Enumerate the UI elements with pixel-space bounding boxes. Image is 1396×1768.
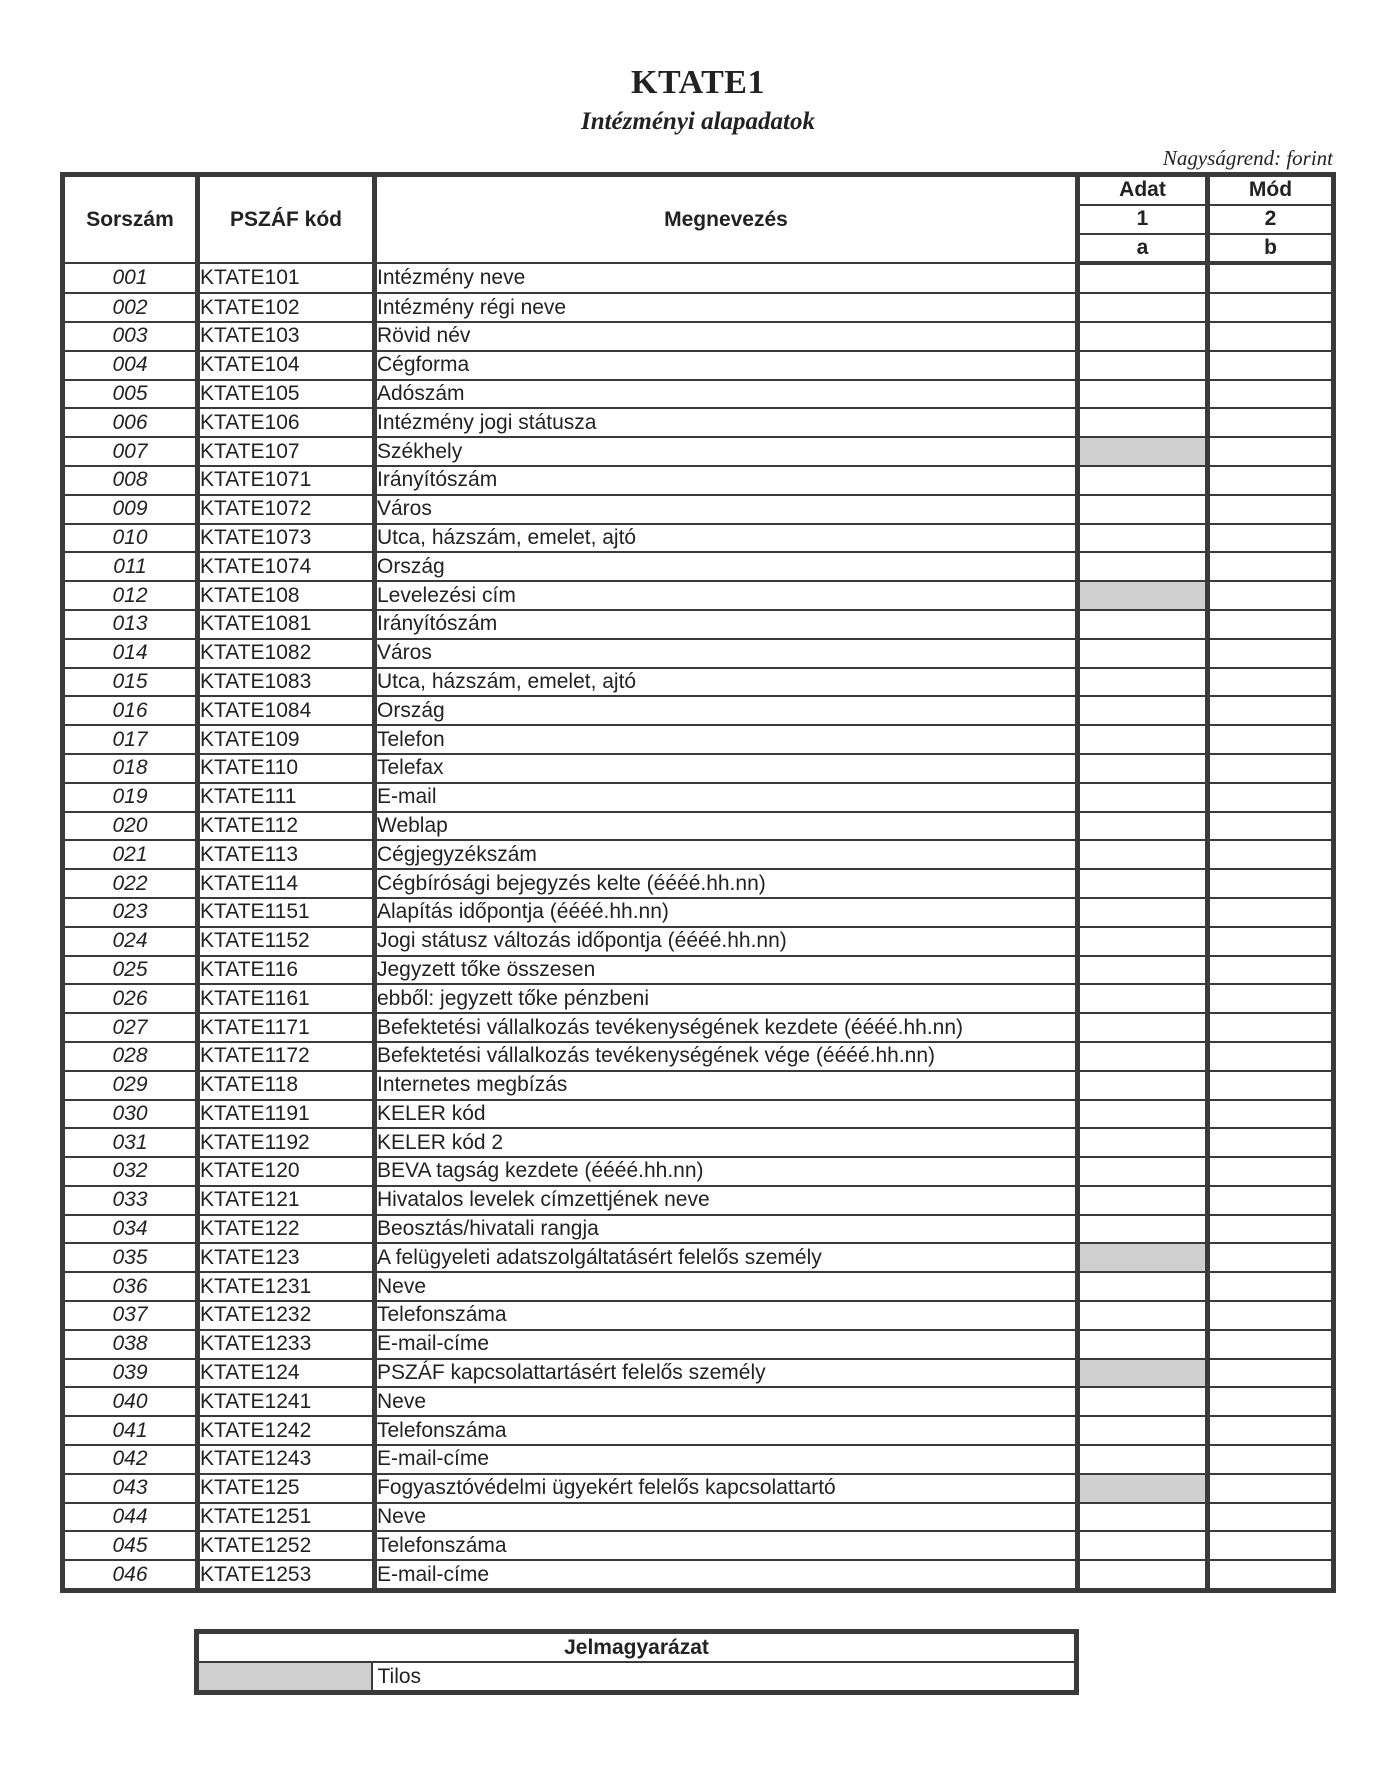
row-mode-cell[interactable] <box>1208 263 1334 293</box>
row-mode-cell[interactable] <box>1208 840 1334 869</box>
row-data-cell[interactable] <box>1078 380 1208 409</box>
row-pszaf-code: KTATE122 <box>198 1215 375 1244</box>
row-pszaf-code: KTATE1083 <box>198 668 375 697</box>
row-description: Cégforma <box>375 351 1078 380</box>
row-description: Székhely <box>375 437 1078 466</box>
row-number: 023 <box>63 898 198 927</box>
row-number: 041 <box>63 1416 198 1445</box>
row-data-cell[interactable] <box>1078 1042 1208 1071</box>
row-description: Levelezési cím <box>375 581 1078 610</box>
row-description: Neve <box>375 1387 1078 1416</box>
row-description: E-mail-címe <box>375 1330 1078 1359</box>
row-number: 019 <box>63 783 198 812</box>
header-mod-number: 2 <box>1208 205 1334 234</box>
row-description: ebből: jegyzett tőke pénzbeni <box>375 984 1078 1013</box>
row-pszaf-code: KTATE103 <box>198 322 375 351</box>
row-description: Város <box>375 495 1078 524</box>
row-data-cell[interactable] <box>1078 322 1208 351</box>
row-number: 034 <box>63 1215 198 1244</box>
row-mode-cell[interactable] <box>1208 466 1334 495</box>
header-mod-letter: b <box>1208 234 1334 264</box>
row-pszaf-code: KTATE1243 <box>198 1445 375 1474</box>
row-data-cell <box>1078 581 1208 610</box>
row-mode-cell[interactable] <box>1208 869 1334 898</box>
row-data-cell[interactable] <box>1078 725 1208 754</box>
row-description: Cégjegyzékszám <box>375 840 1078 869</box>
row-data-cell[interactable] <box>1078 1503 1208 1532</box>
row-number: 040 <box>63 1387 198 1416</box>
row-description: A felügyeleti adatszolgáltatásért felelős személy <box>375 1243 1078 1272</box>
table-row <box>63 1387 1334 1416</box>
row-data-cell[interactable] <box>1078 1272 1208 1301</box>
row-mode-cell[interactable] <box>1208 1100 1334 1129</box>
row-mode-cell[interactable] <box>1208 1359 1334 1388</box>
row-pszaf-code: KTATE1242 <box>198 1416 375 1445</box>
row-number: 013 <box>63 610 198 639</box>
table-row <box>63 1359 1334 1388</box>
row-mode-cell[interactable] <box>1208 1128 1334 1157</box>
table-row <box>63 1474 1334 1503</box>
row-pszaf-code: KTATE108 <box>198 581 375 610</box>
legend-table <box>194 1629 1079 1695</box>
table-row <box>63 696 1334 725</box>
row-description: Rövid név <box>375 322 1078 351</box>
row-description: Hivatalos levelek címzettjének neve <box>375 1186 1078 1215</box>
table-row <box>63 1128 1334 1157</box>
row-number: 046 <box>63 1560 198 1590</box>
row-pszaf-code: KTATE1191 <box>198 1100 375 1129</box>
row-data-cell[interactable] <box>1078 495 1208 524</box>
row-pszaf-code: KTATE105 <box>198 380 375 409</box>
row-number: 011 <box>63 552 198 581</box>
row-pszaf-code: KTATE1251 <box>198 1503 375 1532</box>
table-row <box>63 263 1334 293</box>
table-row <box>63 984 1334 1013</box>
row-pszaf-code: KTATE1071 <box>198 466 375 495</box>
row-mode-cell[interactable] <box>1208 1416 1334 1445</box>
row-data-cell[interactable] <box>1078 1157 1208 1186</box>
row-pszaf-code: KTATE1241 <box>198 1387 375 1416</box>
row-mode-cell[interactable] <box>1208 552 1334 581</box>
header-adat: Adat <box>1078 175 1208 205</box>
row-pszaf-code: KTATE125 <box>198 1474 375 1503</box>
table-row <box>63 1416 1334 1445</box>
row-number: 043 <box>63 1474 198 1503</box>
row-description: Irányítószám <box>375 466 1078 495</box>
row-description: BEVA tagság kezdete (éééé.hh.nn) <box>375 1157 1078 1186</box>
row-number: 008 <box>63 466 198 495</box>
table-row <box>63 1531 1334 1560</box>
row-mode-cell[interactable] <box>1208 1474 1334 1503</box>
row-data-cell[interactable] <box>1078 783 1208 812</box>
row-data-cell <box>1078 1359 1208 1388</box>
row-pszaf-code: KTATE124 <box>198 1359 375 1388</box>
table-row <box>63 1560 1334 1590</box>
row-pszaf-code: KTATE1151 <box>198 898 375 927</box>
row-description: Fogyasztóvédelmi ügyekért felelős kapcsolattartó <box>375 1474 1078 1503</box>
row-number: 033 <box>63 1186 198 1215</box>
row-pszaf-code: KTATE1082 <box>198 639 375 668</box>
row-pszaf-code: KTATE1232 <box>198 1301 375 1330</box>
row-pszaf-code: KTATE101 <box>198 263 375 293</box>
row-number: 035 <box>63 1243 198 1272</box>
row-pszaf-code: KTATE111 <box>198 783 375 812</box>
table-row <box>63 1243 1334 1272</box>
row-pszaf-code: KTATE106 <box>198 408 375 437</box>
table-row <box>63 408 1334 437</box>
table-row <box>63 1215 1334 1244</box>
row-number: 031 <box>63 1128 198 1157</box>
row-pszaf-code: KTATE1081 <box>198 610 375 639</box>
row-description: Neve <box>375 1503 1078 1532</box>
row-description: Adószám <box>375 380 1078 409</box>
row-data-cell[interactable] <box>1078 610 1208 639</box>
row-data-cell[interactable] <box>1078 1128 1208 1157</box>
table-row <box>63 1071 1334 1100</box>
row-mode-cell[interactable] <box>1208 984 1334 1013</box>
row-mode-cell[interactable] <box>1208 322 1334 351</box>
row-number: 036 <box>63 1272 198 1301</box>
row-number: 007 <box>63 437 198 466</box>
table-row <box>63 524 1334 553</box>
table-row <box>63 898 1334 927</box>
row-number: 005 <box>63 380 198 409</box>
row-number: 003 <box>63 322 198 351</box>
legend-swatch <box>197 1662 373 1693</box>
row-description: Jegyzett tőke összesen <box>375 956 1078 985</box>
row-number: 012 <box>63 581 198 610</box>
document-title: KTATE1 <box>631 64 765 101</box>
row-description: Internetes megbízás <box>375 1071 1078 1100</box>
row-number: 020 <box>63 812 198 841</box>
row-data-cell[interactable] <box>1078 1071 1208 1100</box>
table-row <box>63 812 1334 841</box>
row-mode-cell[interactable] <box>1208 1272 1334 1301</box>
row-description: Beosztás/hivatali rangja <box>375 1215 1078 1244</box>
row-data-cell[interactable] <box>1078 754 1208 783</box>
row-pszaf-code: KTATE1171 <box>198 1013 375 1042</box>
row-mode-cell[interactable] <box>1208 380 1334 409</box>
table-row <box>63 380 1334 409</box>
row-number: 014 <box>63 639 198 668</box>
table-row <box>63 351 1334 380</box>
row-pszaf-code: KTATE1231 <box>198 1272 375 1301</box>
row-mode-cell[interactable] <box>1208 1215 1334 1244</box>
row-mode-cell[interactable] <box>1208 783 1334 812</box>
row-description: E-mail-címe <box>375 1445 1078 1474</box>
table-row <box>63 293 1334 322</box>
row-number: 037 <box>63 1301 198 1330</box>
row-data-cell[interactable] <box>1078 524 1208 553</box>
row-mode-cell[interactable] <box>1208 696 1334 725</box>
row-pszaf-code: KTATE1252 <box>198 1531 375 1560</box>
table-row <box>63 437 1334 466</box>
table-row <box>63 1013 1334 1042</box>
row-mode-cell[interactable] <box>1208 1330 1334 1359</box>
row-description: Alapítás időpontja (éééé.hh.nn) <box>375 898 1078 927</box>
row-mode-cell[interactable] <box>1208 1243 1334 1272</box>
row-data-cell[interactable] <box>1078 466 1208 495</box>
row-pszaf-code: KTATE112 <box>198 812 375 841</box>
row-mode-cell[interactable] <box>1208 1013 1334 1042</box>
table-row <box>63 754 1334 783</box>
row-data-cell[interactable] <box>1078 984 1208 1013</box>
row-mode-cell[interactable] <box>1208 495 1334 524</box>
row-pszaf-code: KTATE109 <box>198 725 375 754</box>
table-row <box>63 783 1334 812</box>
row-description: Város <box>375 639 1078 668</box>
row-number: 029 <box>63 1071 198 1100</box>
data-table <box>60 172 1336 1593</box>
document-subtitle: Intézményi alapadatok <box>580 108 816 135</box>
row-pszaf-code: KTATE1233 <box>198 1330 375 1359</box>
row-mode-cell[interactable] <box>1208 1042 1334 1071</box>
header-adat-number: 1 <box>1078 205 1208 234</box>
row-pszaf-code: KTATE118 <box>198 1071 375 1100</box>
row-pszaf-code: KTATE1253 <box>198 1560 375 1590</box>
row-data-cell[interactable] <box>1078 408 1208 437</box>
row-pszaf-code: KTATE1172 <box>198 1042 375 1071</box>
row-description: Ország <box>375 696 1078 725</box>
table-body <box>63 263 1334 1590</box>
row-mode-cell[interactable] <box>1208 639 1334 668</box>
row-pszaf-code: KTATE1072 <box>198 495 375 524</box>
row-mode-cell[interactable] <box>1208 898 1334 927</box>
row-number: 042 <box>63 1445 198 1474</box>
row-number: 010 <box>63 524 198 553</box>
row-pszaf-code: KTATE1074 <box>198 552 375 581</box>
row-description: Befektetési vállalkozás tevékenységének vége (éééé.hh.nn) <box>375 1042 1078 1071</box>
row-description: KELER kód 2 <box>375 1128 1078 1157</box>
row-pszaf-code: KTATE110 <box>198 754 375 783</box>
table-row <box>63 1042 1334 1071</box>
row-data-cell[interactable] <box>1078 263 1208 293</box>
row-description: E-mail-címe <box>375 1560 1078 1590</box>
row-mode-cell[interactable] <box>1208 408 1334 437</box>
row-data-cell[interactable] <box>1078 1186 1208 1215</box>
row-data-cell[interactable] <box>1078 1387 1208 1416</box>
row-mode-cell[interactable] <box>1208 524 1334 553</box>
header-pszaf-kod: PSZÁF kód <box>198 175 375 264</box>
row-number: 009 <box>63 495 198 524</box>
row-pszaf-code: KTATE116 <box>198 956 375 985</box>
row-number: 018 <box>63 754 198 783</box>
row-description: Intézmény régi neve <box>375 293 1078 322</box>
row-pszaf-code: KTATE1084 <box>198 696 375 725</box>
row-data-cell[interactable] <box>1078 1013 1208 1042</box>
row-data-cell <box>1078 1243 1208 1272</box>
row-data-cell <box>1078 437 1208 466</box>
row-mode-cell[interactable] <box>1208 1445 1334 1474</box>
row-mode-cell[interactable] <box>1208 1071 1334 1100</box>
header-mod: Mód <box>1208 175 1334 205</box>
table-row <box>63 466 1334 495</box>
row-description: Cégbírósági bejegyzés kelte (éééé.hh.nn) <box>375 869 1078 898</box>
row-pszaf-code: KTATE123 <box>198 1243 375 1272</box>
row-number: 038 <box>63 1330 198 1359</box>
row-mode-cell[interactable] <box>1208 581 1334 610</box>
row-pszaf-code: KTATE102 <box>198 293 375 322</box>
legend-title: Jelmagyarázat <box>197 1632 1077 1663</box>
row-description: Irányítószám <box>375 610 1078 639</box>
row-data-cell[interactable] <box>1078 1330 1208 1359</box>
header-megnevezes: Megnevezés <box>375 175 1078 264</box>
row-number: 039 <box>63 1359 198 1388</box>
row-mode-cell[interactable] <box>1208 1531 1334 1560</box>
row-data-cell[interactable] <box>1078 869 1208 898</box>
row-number: 002 <box>63 293 198 322</box>
row-description: Neve <box>375 1272 1078 1301</box>
row-data-cell[interactable] <box>1078 927 1208 956</box>
row-pszaf-code: KTATE1152 <box>198 927 375 956</box>
row-data-cell[interactable] <box>1078 1531 1208 1560</box>
row-number: 015 <box>63 668 198 697</box>
row-description: Telefon <box>375 725 1078 754</box>
row-data-cell[interactable] <box>1078 1301 1208 1330</box>
row-mode-cell[interactable] <box>1208 927 1334 956</box>
row-mode-cell[interactable] <box>1208 610 1334 639</box>
row-mode-cell[interactable] <box>1208 1503 1334 1532</box>
row-mode-cell[interactable] <box>1208 1387 1334 1416</box>
row-pszaf-code: KTATE1161 <box>198 984 375 1013</box>
row-number: 017 <box>63 725 198 754</box>
row-mode-cell[interactable] <box>1208 668 1334 697</box>
header-sorszam: Sorszám <box>63 175 198 264</box>
row-mode-cell[interactable] <box>1208 1301 1334 1330</box>
table-row <box>63 610 1334 639</box>
row-description: E-mail <box>375 783 1078 812</box>
row-pszaf-code: KTATE1192 <box>198 1128 375 1157</box>
row-data-cell[interactable] <box>1078 639 1208 668</box>
row-data-cell[interactable] <box>1078 1215 1208 1244</box>
row-number: 024 <box>63 927 198 956</box>
row-data-cell[interactable] <box>1078 293 1208 322</box>
table-row <box>63 725 1334 754</box>
row-data-cell[interactable] <box>1078 812 1208 841</box>
row-mode-cell[interactable] <box>1208 1157 1334 1186</box>
table-row <box>63 495 1334 524</box>
row-data-cell[interactable] <box>1078 351 1208 380</box>
header-adat-letter: a <box>1078 234 1208 264</box>
row-number: 032 <box>63 1157 198 1186</box>
row-description: Utca, házszám, emelet, ajtó <box>375 524 1078 553</box>
row-number: 001 <box>63 263 198 293</box>
table-row <box>63 1186 1334 1215</box>
row-number: 006 <box>63 408 198 437</box>
row-data-cell[interactable] <box>1078 956 1208 985</box>
row-number: 026 <box>63 984 198 1013</box>
row-number: 045 <box>63 1531 198 1560</box>
table-row <box>63 956 1334 985</box>
row-mode-cell[interactable] <box>1208 754 1334 783</box>
row-description: KELER kód <box>375 1100 1078 1129</box>
table-row <box>63 1445 1334 1474</box>
row-data-cell[interactable] <box>1078 840 1208 869</box>
row-mode-cell[interactable] <box>1208 956 1334 985</box>
row-pszaf-code: KTATE1073 <box>198 524 375 553</box>
table-row <box>63 869 1334 898</box>
row-pszaf-code: KTATE104 <box>198 351 375 380</box>
row-description: Intézmény jogi státusza <box>375 408 1078 437</box>
row-mode-cell[interactable] <box>1208 293 1334 322</box>
table-row <box>63 1100 1334 1129</box>
row-number: 021 <box>63 840 198 869</box>
table-row <box>63 322 1334 351</box>
row-description: Utca, házszám, emelet, ajtó <box>375 668 1078 697</box>
row-mode-cell[interactable] <box>1208 812 1334 841</box>
row-number: 022 <box>63 869 198 898</box>
row-pszaf-code: KTATE114 <box>198 869 375 898</box>
table-row <box>63 581 1334 610</box>
row-number: 027 <box>63 1013 198 1042</box>
row-mode-cell[interactable] <box>1208 351 1334 380</box>
unit-note: Nagyságrend: forint <box>1162 146 1333 170</box>
row-data-cell[interactable] <box>1078 1100 1208 1129</box>
row-pszaf-code: KTATE113 <box>198 840 375 869</box>
table-row <box>63 1272 1334 1301</box>
row-data-cell[interactable] <box>1078 898 1208 927</box>
row-data-cell[interactable] <box>1078 668 1208 697</box>
row-description: PSZÁF kapcsolattartásért felelős személy <box>375 1359 1078 1388</box>
row-pszaf-code: KTATE120 <box>198 1157 375 1186</box>
row-data-cell[interactable] <box>1078 1560 1208 1590</box>
row-number: 028 <box>63 1042 198 1071</box>
row-pszaf-code: KTATE121 <box>198 1186 375 1215</box>
table-row <box>63 1157 1334 1186</box>
row-number: 016 <box>63 696 198 725</box>
row-data-cell[interactable] <box>1078 1445 1208 1474</box>
row-mode-cell[interactable] <box>1208 1560 1334 1590</box>
table-row <box>63 668 1334 697</box>
table-row <box>63 639 1334 668</box>
row-number: 044 <box>63 1503 198 1532</box>
row-number: 030 <box>63 1100 198 1129</box>
row-description: Weblap <box>375 812 1078 841</box>
row-mode-cell[interactable] <box>1208 437 1334 466</box>
row-description: Telefonszáma <box>375 1416 1078 1445</box>
row-number: 004 <box>63 351 198 380</box>
row-number: 025 <box>63 956 198 985</box>
row-description: Telefonszáma <box>375 1531 1078 1560</box>
row-data-cell[interactable] <box>1078 552 1208 581</box>
row-pszaf-code: KTATE107 <box>198 437 375 466</box>
row-description: Jogi státusz változás időpontja (éééé.hh.nn) <box>375 927 1078 956</box>
row-data-cell <box>1078 1474 1208 1503</box>
row-description: Telefonszáma <box>375 1301 1078 1330</box>
legend-label: Tilos <box>372 1662 1076 1693</box>
row-description: Ország <box>375 552 1078 581</box>
row-description: Befektetési vállalkozás tevékenységének kezdete (éééé.hh.nn) <box>375 1013 1078 1042</box>
row-mode-cell[interactable] <box>1208 725 1334 754</box>
table-row <box>63 1301 1334 1330</box>
table-row <box>63 552 1334 581</box>
table-row <box>63 927 1334 956</box>
table-row <box>63 1330 1334 1359</box>
table-row <box>63 1503 1334 1532</box>
row-data-cell[interactable] <box>1078 1416 1208 1445</box>
row-mode-cell[interactable] <box>1208 1186 1334 1215</box>
row-description: Intézmény neve <box>375 263 1078 293</box>
row-description: Telefax <box>375 754 1078 783</box>
table-row <box>63 840 1334 869</box>
row-data-cell[interactable] <box>1078 696 1208 725</box>
